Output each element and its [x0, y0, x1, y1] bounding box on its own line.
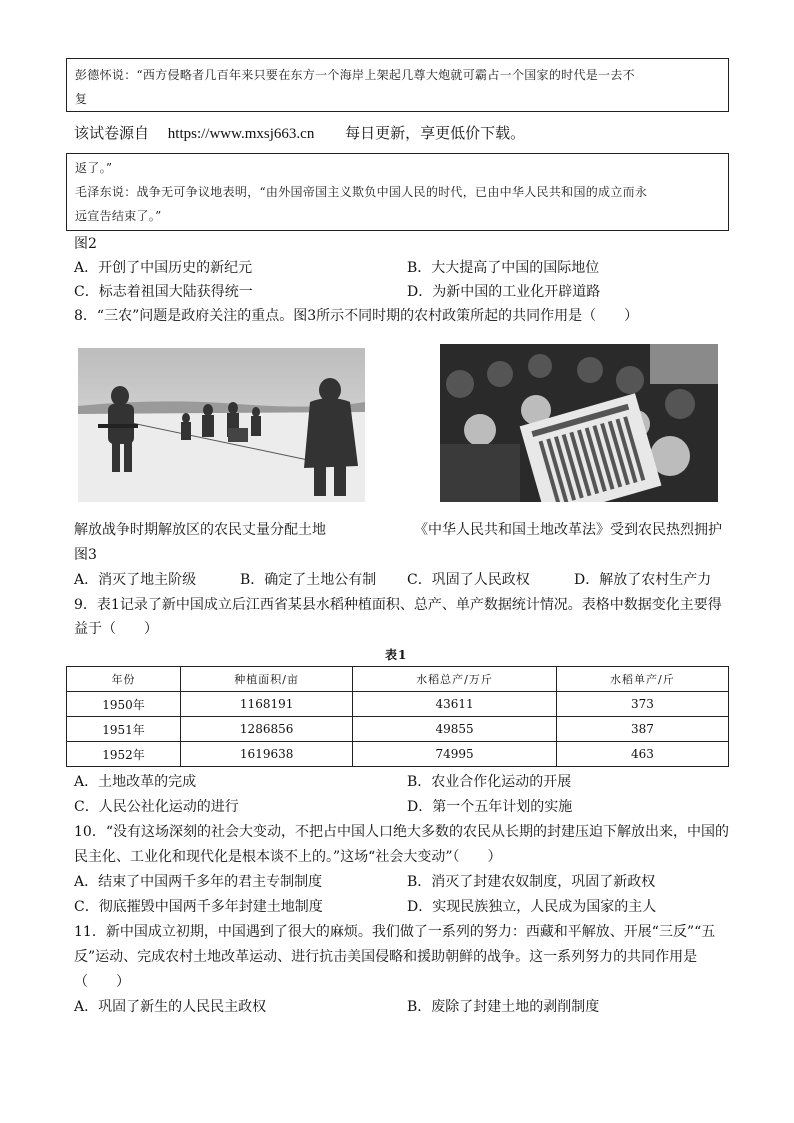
q8-option-b[interactable]: B．确定了土地公有制 — [240, 572, 377, 588]
quote-mao-line1: 返了。” — [75, 161, 113, 175]
q8-caption-left: 解放战争时期解放区的农民丈量分配土地 — [74, 522, 326, 538]
q7-option-a[interactable]: A．开创了中国历史的新纪元 — [74, 260, 253, 276]
cell-area: 1168191 — [181, 692, 353, 717]
cell-year: 1950年 — [67, 692, 181, 717]
table-row — [67, 692, 729, 717]
header-total: 水稻总产/万斤 — [353, 667, 557, 692]
q9-stem-line2: 益于（ ） — [74, 621, 158, 637]
q10-option-d[interactable]: D．实现民族独立，人民成为国家的主人 — [407, 899, 657, 915]
figure-3-label: 图3 — [74, 547, 97, 563]
cell-total: 43611 — [353, 692, 557, 717]
header-yield: 水稻单产/斤 — [556, 667, 728, 692]
cell-yield: 463 — [556, 742, 728, 767]
cell-year: 1951年 — [67, 717, 181, 742]
q11-option-b[interactable]: B．废除了封建土地的剥削制度 — [407, 999, 600, 1015]
q9-option-b[interactable]: B．农业合作化运动的开展 — [407, 774, 572, 790]
q9-option-c[interactable]: C．人民公社化运动的进行 — [74, 799, 239, 815]
source-prefix: 该试卷源自 — [74, 124, 150, 142]
table-row — [67, 717, 729, 742]
cell-total: 49855 — [353, 717, 557, 742]
rice-data-table — [66, 666, 729, 767]
header-year: 年份 — [67, 667, 181, 692]
cell-yield: 387 — [556, 717, 728, 742]
table-1-title: 表1 — [385, 648, 408, 662]
cell-area: 1286856 — [181, 717, 353, 742]
photo-land-measuring — [78, 348, 365, 502]
cell-year: 1952年 — [67, 742, 181, 767]
q9-stem-line1: 9．表1记录了新中国成立后江西省某县水稻种植面积、总产、单产数据统计情况。表格中数据变化主要得 — [74, 597, 722, 613]
q8-option-a[interactable]: A．消灭了地主阶级 — [74, 572, 197, 588]
q7-option-c[interactable]: C．标志着祖国大陆获得统一 — [74, 284, 253, 300]
quote-peng-line1: 彭德怀说：“西方侵略者几百年来只要在东方一个海岸上架起几尊大炮就可霸占一个国家的时代是一去不 — [75, 68, 635, 82]
q11-stem-line1: 11．新中国成立初期，中国遇到了很大的麻烦。我们做了一系列的努力：西藏和平解放、开展“三反”“五 — [74, 924, 716, 940]
quote-box-mao — [66, 153, 729, 231]
q10-option-c[interactable]: C．彻底摧毁中国两千多年封建土地制度 — [74, 899, 323, 915]
q8-option-d[interactable]: D．解放了农村生产力 — [574, 572, 712, 588]
land-measuring-illustration — [78, 348, 365, 502]
quote-box-peng — [66, 58, 729, 112]
q10-stem-line2: 民主化、工业化和现代化是根本谈不上的。”这场“社会大变动”（ ） — [74, 849, 502, 865]
source-suffix: 每日更新，享更低价下载。 — [345, 124, 526, 142]
quote-peng-line2: 复 — [75, 92, 88, 106]
q10-stem-line1: 10．“没有这场深刻的社会大变动，不把占中国人口绝大多数的农民从长期的封建压迫下解放出来，中国的 — [74, 824, 729, 840]
q10-option-b[interactable]: B．消灭了封建农奴制度，巩固了新政权 — [407, 874, 656, 890]
q9-option-a[interactable]: A．土地改革的完成 — [74, 774, 197, 790]
photo-land-reform-law — [440, 344, 718, 502]
quote-mao-line2: 毛泽东说：战争无可争议地表明，“由外国帝国主义欺负中国人民的时代，已由中华人民共和国的成立而永 — [75, 185, 648, 199]
table-row — [67, 742, 729, 767]
source-url[interactable]: https://www.mxsj663.cn — [167, 126, 315, 142]
q11-option-a[interactable]: A．巩固了新生的人民民主政权 — [74, 999, 267, 1015]
q7-option-b[interactable]: B．大大提高了中国的国际地位 — [407, 260, 600, 276]
q8-stem: 8．“三农”问题是政府关注的重点。图3所示不同时期的农村政策所起的共同作用是（ ） — [74, 308, 639, 324]
q9-option-d[interactable]: D．第一个五年计划的实施 — [407, 799, 573, 815]
q10-option-a[interactable]: A．结束了中国两千多年的君主专制制度 — [74, 874, 323, 890]
table-header-row — [67, 667, 729, 692]
land-reform-illustration — [440, 344, 718, 502]
quote-mao-line3: 远宣告结束了。” — [75, 209, 162, 223]
q8-option-c[interactable]: C．巩固了人民政权 — [407, 572, 530, 588]
q7-option-d[interactable]: D．为新中国的工业化开辟道路 — [407, 284, 601, 300]
cell-total: 74995 — [353, 742, 557, 767]
header-area: 种植面积/亩 — [181, 667, 353, 692]
q8-caption-right: 《中华人民共和国土地改革法》受到农民热烈拥护 — [414, 522, 722, 538]
q11-stem-line3: （ ） — [74, 974, 130, 990]
cell-area: 1619638 — [181, 742, 353, 767]
figure-2-label: 图2 — [74, 236, 97, 252]
source-line — [74, 123, 525, 144]
q11-stem-line2: 反”运动、完成农村土地改革运动、进行抗击美国侵略和援助朝鲜的战争。这一系列努力的共同作用是 — [74, 949, 698, 965]
cell-yield: 373 — [556, 692, 728, 717]
